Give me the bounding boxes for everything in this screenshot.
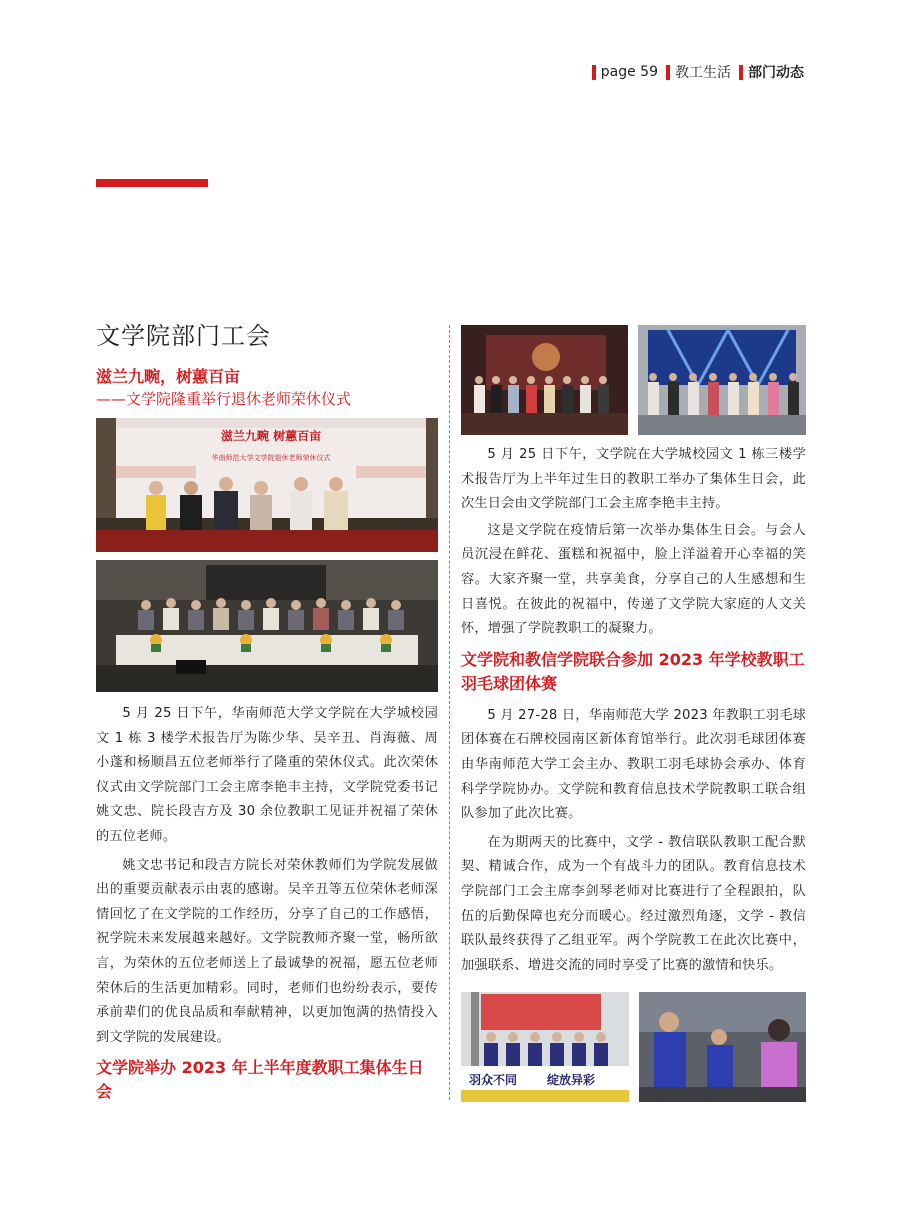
right-column xyxy=(461,325,806,1102)
article1-paragraph-1: 5 月 25 日下午，华南师范大学文学院在大学城校园文 1 栋 3 楼学术报告厅为陈少华、吴辛丑、肖海薇、周小蓬和杨顺昌五位老师举行了隆重的荣休仪式。此次荣休仪式由文学院部门工会主席李艳丰主持，文学院党委书记姚文忠、院长段吉方及 30 余位教职工见证并祝福了荣休的五位老师。 xyxy=(96,706,438,844)
banner-text-2: 绽放异彩 xyxy=(547,1073,596,1088)
article3-paragraph-1: 5 月 27-28 日，华南师范大学 2023 年教职工羽毛球团体赛在石牌校园南区新体育馆举行。此次羽毛球团体赛由华南师范大学工会主办、教职工羽毛球协会承办、体育科学学院协办。文学院和教育信息技术学院教职工联合组队参加了此次比赛。 xyxy=(461,707,806,822)
article3-paragraph-2: 在为期两天的比赛中，文学 - 教信联队教职工配合默契、精诚合作，成为一个有战斗力的团队。教育信息技术学院部门工会主席李剑琴老师对比赛进行了全程跟拍，队伍的后勤保障也充分而暖心。经过激烈角逐，文学 - 教信联队最终获得了乙组亚军。两个学院教工在此次比赛中，加强联系、增进交流的同时享受了比赛的激情和快乐。 xyxy=(461,834,806,973)
accent-bar xyxy=(96,179,208,187)
banner-title: 滋兰九畹 树蕙百亩 xyxy=(220,429,322,443)
badminton-photo-row xyxy=(461,992,806,1102)
article1-paragraph-2: 姚文忠书记和段吉方院长对荣休教师们为学院发展做出的重要贡献表示由衷的感谢。吴辛丑等五位荣休老师深情回忆了在文学院的工作经历，分享了自己的工作感悟，祝学院未来发展越来越好。文学院教师齐聚一堂，畅所欲言，为荣休的五位老师送上了最诚挚的祝福，愿五位老师荣休后的生活更加精彩。同时，老师们也纷纷表示，要传承前辈们的优良品质和奉献精神，以更加饱满的热情投入到文学院的发展建设。 xyxy=(96,857,438,1045)
badminton-team-photo xyxy=(461,992,629,1102)
article2-title: 文学院举办 2023 年上半年度教职工集体生日会 xyxy=(96,1058,424,1102)
section-title: 文学院部门工会 xyxy=(96,322,271,350)
page-number: page 59 xyxy=(600,64,658,80)
birthday-photo-row xyxy=(461,325,806,435)
badminton-match-photo xyxy=(639,992,806,1102)
header-category: 部门动态 xyxy=(748,65,804,81)
left-column xyxy=(96,320,438,1104)
page-header xyxy=(592,62,804,82)
article2-paragraph-2: 这是文学院在疫情后第一次举办集体生日会。与会人员沉浸在鲜花、蛋糕和祝福中，脸上洋溢着开心幸福的笑容。大家齐聚一堂，共享美食，分享自己的人生感想和生日喜悦。在彼此的祝福中，传递了文学院大家庭的人文关怀，增强了学院教职工的凝聚力。 xyxy=(461,522,806,637)
banner-sub: 华南师范大学文学院退休老师荣休仪式 xyxy=(211,454,331,462)
header-bar-1 xyxy=(592,65,596,80)
article1-headline: 滋兰九畹，树蕙百亩 xyxy=(96,367,241,386)
birthday-photo-stage xyxy=(461,325,628,435)
group-photo-hall xyxy=(96,560,438,692)
header-bar-2 xyxy=(666,65,670,80)
header-section: 教工生活 xyxy=(675,65,731,81)
column-divider xyxy=(449,325,450,1100)
banner-text-1: 羽众不同 xyxy=(469,1073,518,1088)
header-bar-3 xyxy=(739,65,743,80)
article2-paragraph-1: 5 月 25 日下午，文学院在大学城校园文 1 栋三楼学术报告厅为上半年过生日的教职工举办了集体生日会，此次生日会由文学院部门工会主席李艳丰主持。 xyxy=(461,447,806,512)
article1-subtitle: ——文学院隆重举行退休老师荣休仪式 xyxy=(96,390,352,408)
article3-title: 文学院和教信学院联合参加 2023 年学校教职工羽毛球团体赛 xyxy=(461,649,805,693)
birthday-photo-screen xyxy=(638,325,806,435)
retirement-ceremony-photo xyxy=(96,418,438,552)
